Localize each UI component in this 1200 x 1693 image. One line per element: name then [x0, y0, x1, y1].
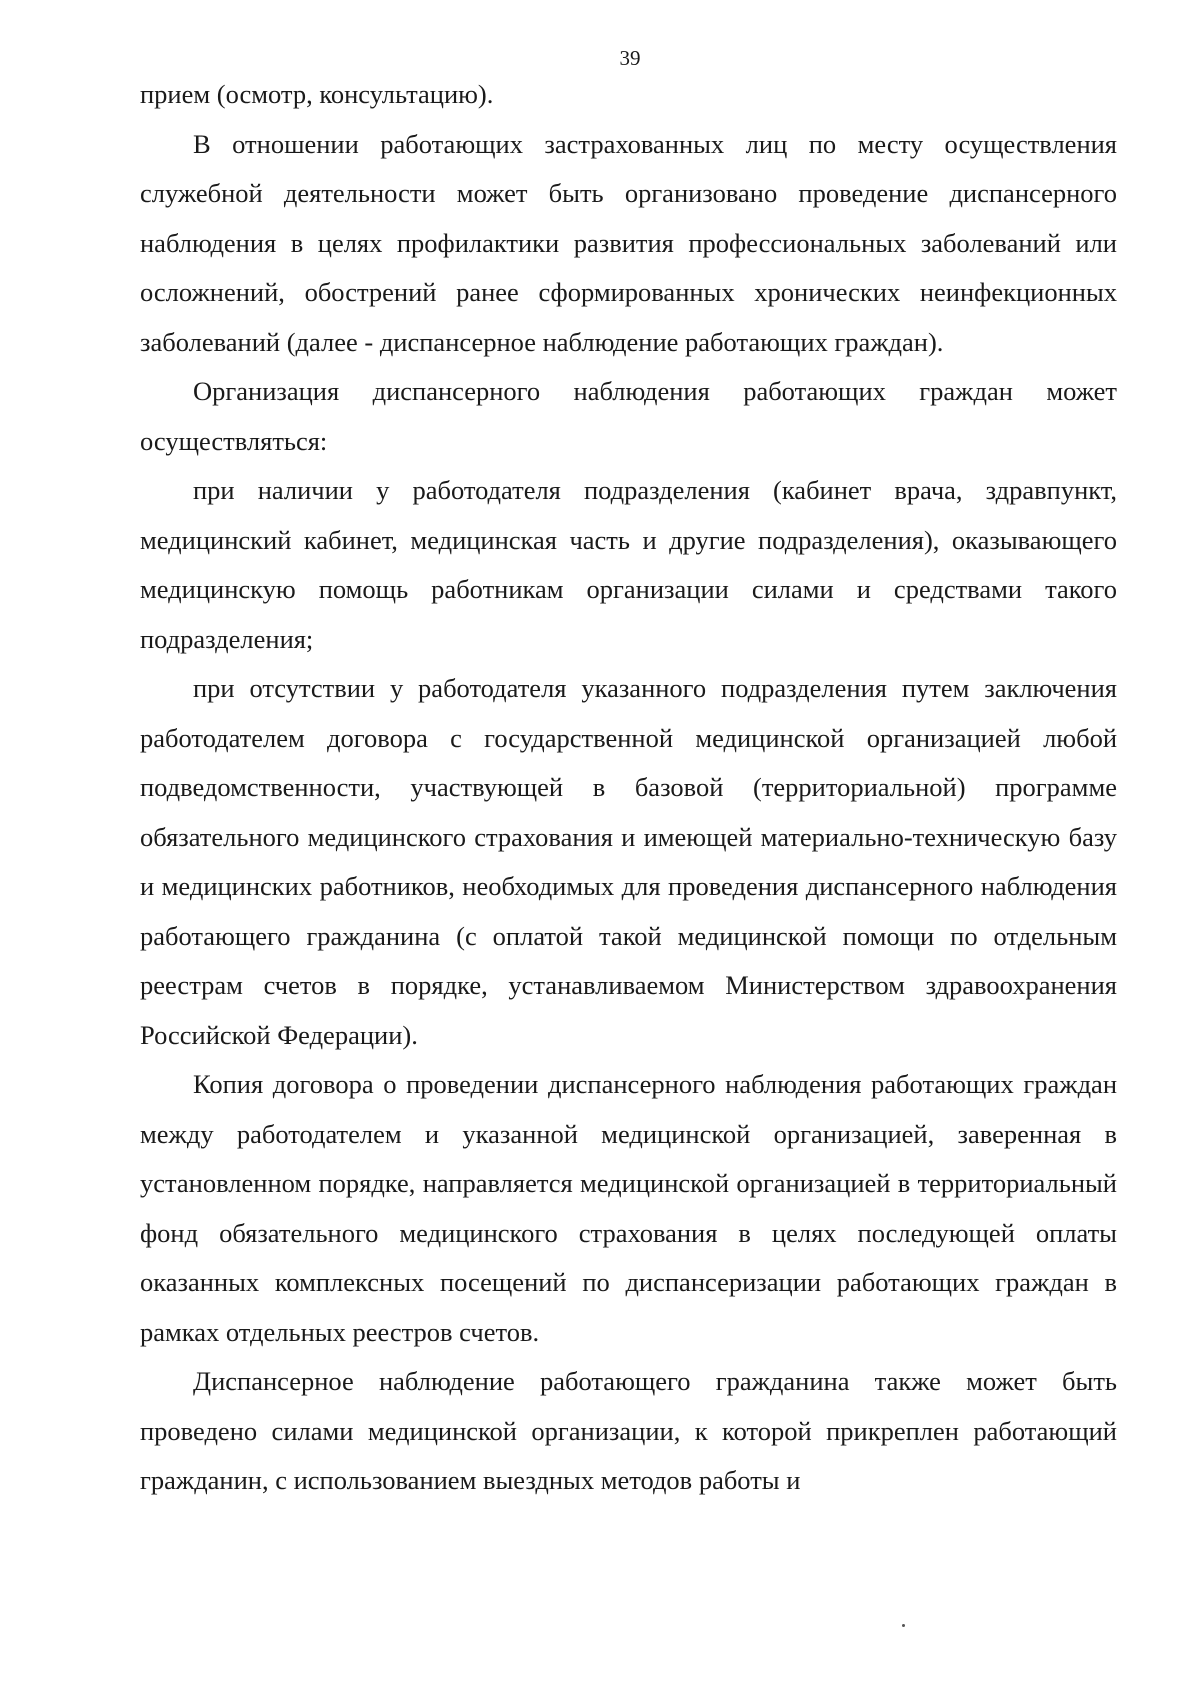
paragraph-continuation: прием (осмотр, консультацию).	[140, 79, 494, 109]
paragraph-insured-persons: В отношении работающих застрахованных лиц по месту осуществления служебной деятельности может быть организовано проведение диспансерного наблюдения в целях профилактики развития профессиональных заболеваний или осложнений, обострений ранее сформированных хронических неинфекционных заболеваний (далее - диспансерное наблюдение работающих граждан).	[140, 128, 1117, 357]
paragraph-organization: Организация диспансерного наблюдения работающих граждан может осуществляться:	[140, 376, 1117, 456]
paragraph-with-subdivision: при наличии у работодателя подразделения (кабинет врача, здравпункт, медицинский кабинет, медицинская часть и другие подразделения), оказывающего медицинскую помощь работникам организации силами и средствами такого подразделения;	[140, 475, 1117, 654]
document-body	[140, 70, 1117, 1506]
paragraph-attached-organization: Диспансерное наблюдение работающего гражданина также может быть проведено силами медицинской организации, к которой прикреплен работающий гражданин, с использованием выездных методов работы и	[140, 1366, 1117, 1495]
scan-speck	[902, 1624, 905, 1627]
paragraph-contract-copy: Копия договора о проведении диспансерного наблюдения работающих граждан между работодателем и указанной медицинской организацией, заверенная в установленном порядке, направляется медицинской организацией в территориальный фонд обязательного медицинского страхования в целях последующей оплаты оказанных комплексных посещений по диспансеризации работающих граждан в рамках отдельных реестров счетов.	[140, 1069, 1117, 1347]
page-number: 39	[619, 46, 641, 70]
paragraph-without-subdivision: при отсутствии у работодателя указанного подразделения путем заключения работодателем договора с государственной медицинской организацией любой подведомственности, участвующей в базовой (территориальной) программе обязательного медицинского страхования и имеющей материально-техническую базу и медицинских работников, необходимых для проведения диспансерного наблюдения работающего гражданина (с оплатой такой медицинской помощи по отдельным реестрам счетов в порядке, устанавливаемом Министерством здравоохранения Российской Федерации).	[140, 673, 1117, 1050]
